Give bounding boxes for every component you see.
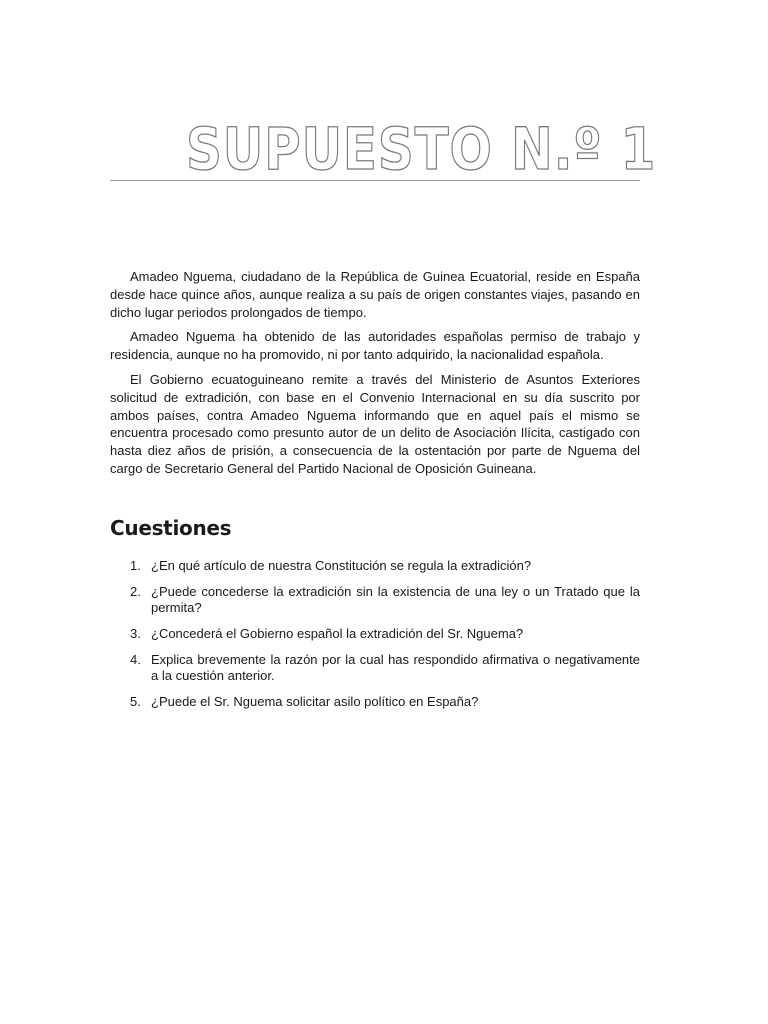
question-text: ¿Concederá el Gobierno español la extradición del Sr. Nguema? bbox=[151, 626, 524, 641]
question-number: 4. bbox=[130, 652, 141, 667]
questions-heading: Cuestiones bbox=[110, 516, 232, 540]
question-number: 2. bbox=[130, 584, 141, 599]
paragraph: El Gobierno ecuatoguineano remite a través del Ministerio de Asuntos Exteriores solicitud de extradición, con base en el Convenio Internacional en su día suscrito por ambos países, contra Amadeo Nguema informando que en aquel país el mismo se encuentra procesado como presunto autor de un delito de Asociación Ilícita, castigado con hasta diez años de prisión, a consecuencia de la ostentación por parte de Nguema del cargo de Secretario General del Partido Nacional de Oposición Guineana. bbox=[110, 371, 640, 476]
question-number: 3. bbox=[130, 626, 141, 641]
question-item bbox=[110, 558, 640, 574]
questions-list bbox=[110, 558, 640, 720]
page-title: SUPUESTO N.º 1 bbox=[186, 115, 657, 183]
question-text: Explica brevemente la razón por la cual has respondido afirmativa o negativamente a la cuestión anterior. bbox=[151, 652, 640, 683]
question-number: 5. bbox=[130, 694, 141, 709]
question-number: 1. bbox=[130, 558, 141, 573]
paragraph: Amadeo Nguema, ciudadano de la República de Guinea Ecuatorial, reside en España desde hace quince años, aunque realiza a su país de origen constantes viajes, pasando en dicho lugar periodos prolongados de tiempo. bbox=[110, 269, 640, 320]
paragraph: Amadeo Nguema ha obtenido de las autoridades españolas permiso de trabajo y residencia, aunque no ha promovido, ni por tanto adquirido, la nacionalidad española. bbox=[110, 329, 640, 363]
question-text: ¿Puede el Sr. Nguema solicitar asilo político en España? bbox=[151, 694, 479, 709]
question-text: ¿Puede concederse la extradición sin la existencia de una ley o un Tratado que la permita? bbox=[151, 584, 640, 615]
question-item bbox=[110, 694, 640, 710]
question-item bbox=[110, 584, 640, 616]
question-item bbox=[110, 652, 640, 684]
case-description bbox=[110, 268, 640, 485]
question-item bbox=[110, 626, 640, 642]
title-divider bbox=[110, 180, 640, 181]
question-text: ¿En qué artículo de nuestra Constitución se regula la extradición? bbox=[151, 558, 532, 573]
